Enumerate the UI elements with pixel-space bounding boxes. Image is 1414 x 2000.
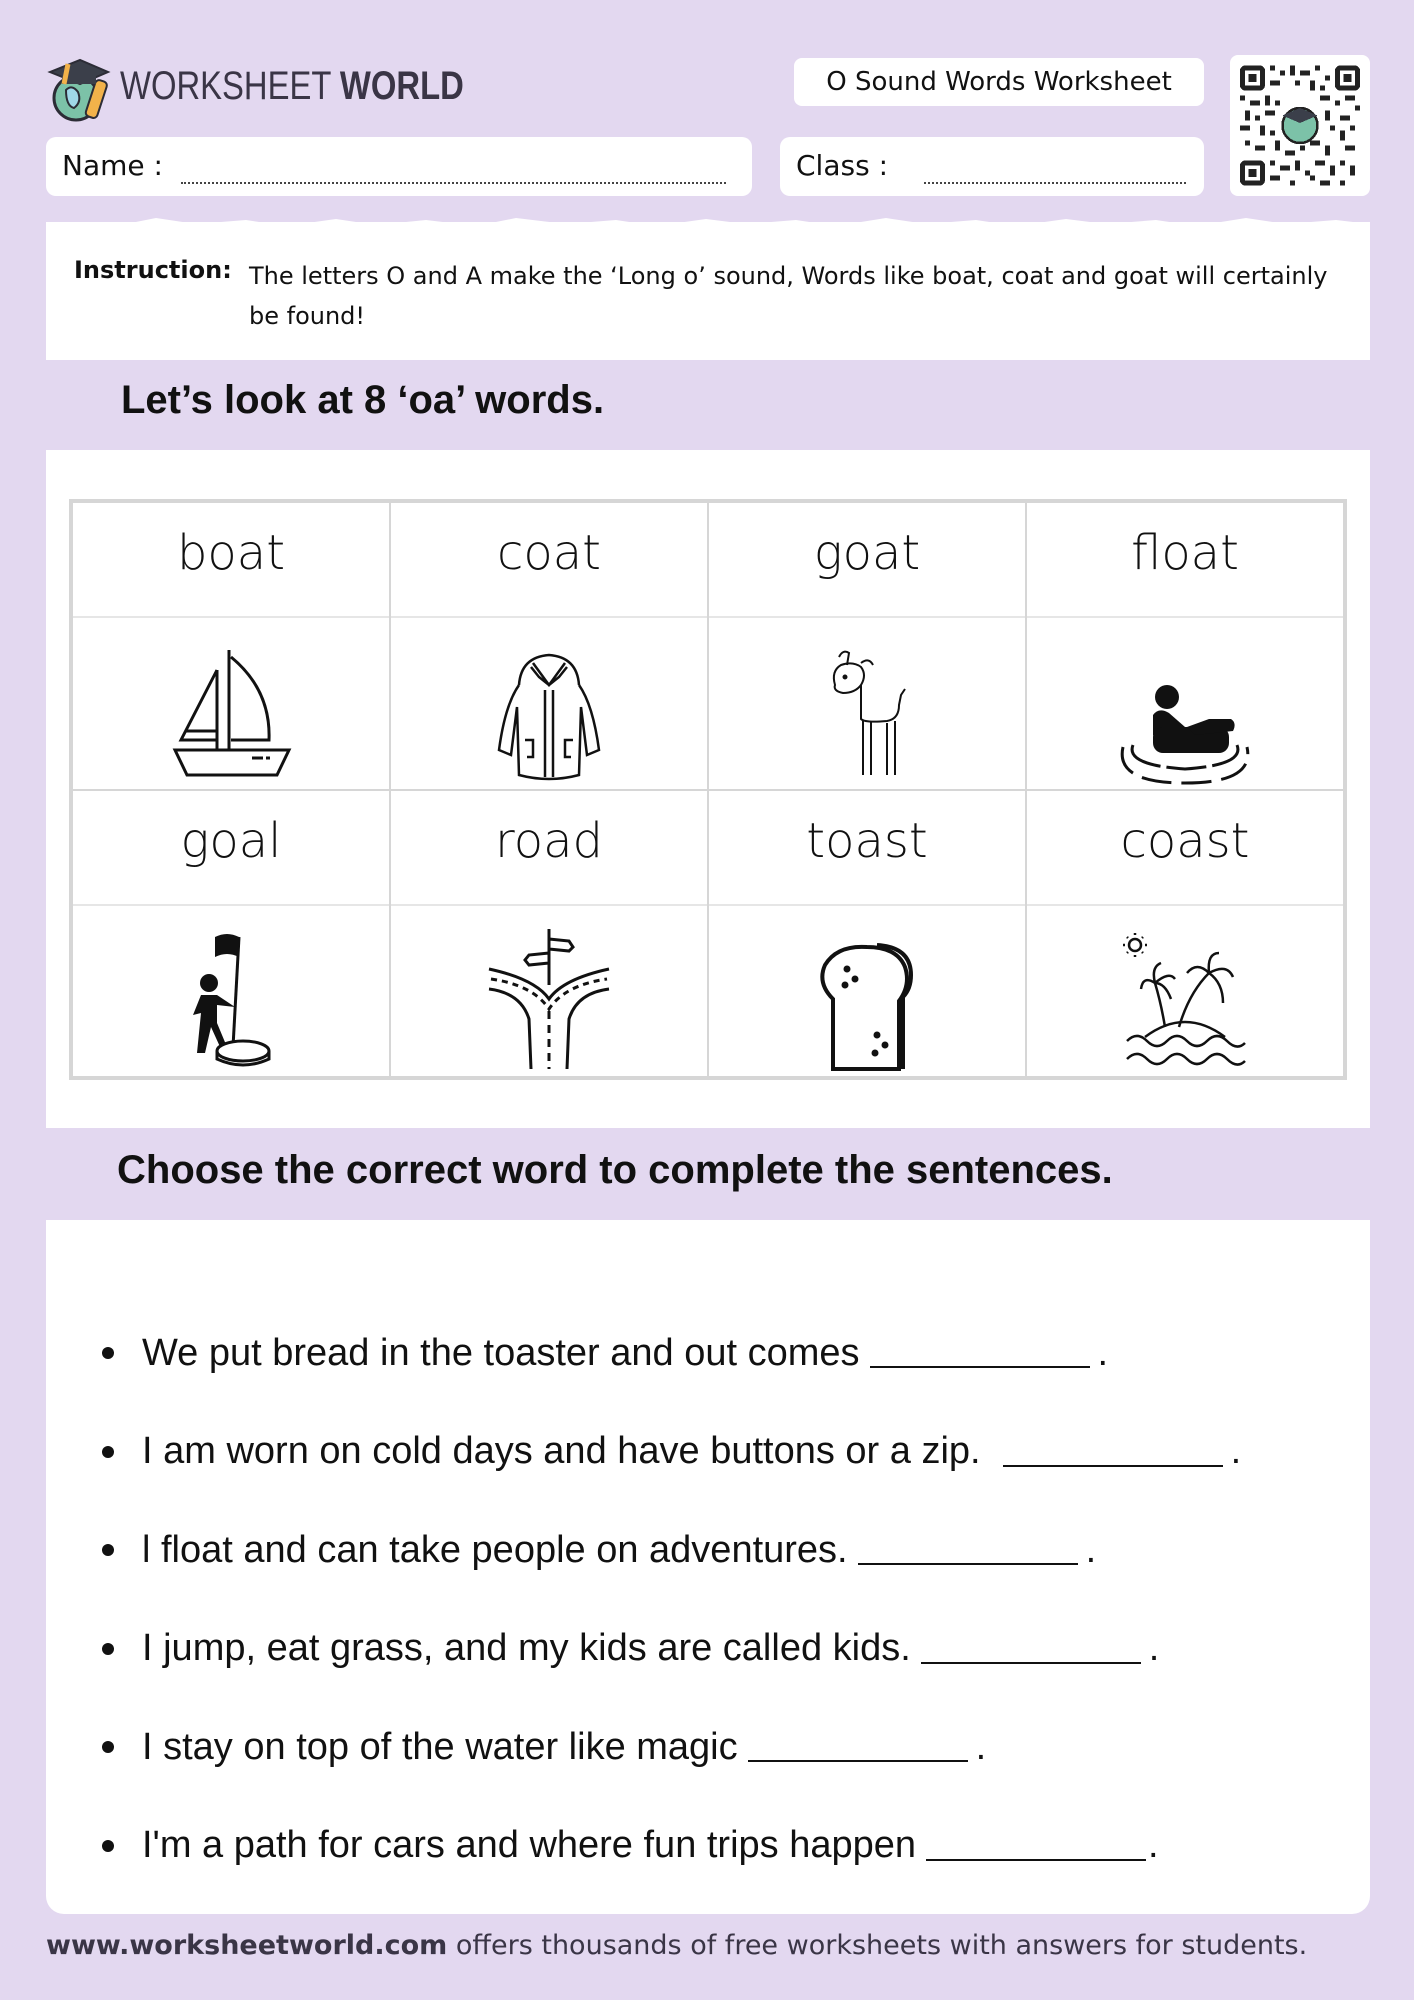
bullet-icon [102,1347,114,1359]
coat-icon [469,635,629,785]
word-grid [69,499,1347,1080]
word-label: toast [806,812,928,869]
word-card-float [1026,502,1344,790]
brand-name-bold: WORLD [339,63,464,108]
card-divider [73,904,389,906]
sentence-text: l float and can take people on adventures. [142,1528,848,1571]
sentence-end: . [1085,1528,1097,1571]
sentence-end: . [1148,1824,1159,1867]
footer [46,1930,1307,1961]
answer-blank[interactable] [1003,1437,1223,1467]
word-label: float [1131,525,1239,581]
goat-icon [787,635,947,785]
sentence-item [102,1501,1241,1600]
section-heading-sentences: Choose the correct word to complete the sentences. [117,1148,1113,1192]
toast-bread-icon [787,923,947,1073]
instruction-panel [46,222,1370,360]
answer-blank[interactable] [926,1831,1146,1861]
sentence-end: . [1148,1627,1160,1670]
word-card-goat [708,502,1026,790]
word-card-goal [72,790,390,1078]
sentence-text: I'm a path for cars and where fun trips happen [142,1824,917,1867]
bullet-icon [102,1840,114,1852]
word-card-coat [390,502,708,790]
answer-blank[interactable] [858,1535,1078,1565]
sentence-item [102,1304,1241,1403]
bullet-icon [102,1446,114,1458]
sentence-end: . [1097,1331,1109,1374]
sentences-panel [46,1220,1370,1914]
word-label: boat [176,525,286,581]
answer-blank[interactable] [870,1338,1090,1368]
card-divider [73,616,389,618]
qr-code [1230,55,1370,196]
sentence-text: I jump, eat grass, and my kids are called kids. [142,1627,911,1670]
answer-blank[interactable] [748,1732,968,1762]
card-divider [709,616,1025,618]
qr-code-icon [1240,65,1360,186]
palm-island-icon [1105,923,1265,1073]
bullet-icon [102,1643,114,1655]
word-card-boat [72,502,390,790]
card-divider [1027,616,1343,618]
sentence-text: I am worn on cold days and have buttons or a zip. [142,1430,981,1473]
goal-flag-icon [151,923,311,1073]
float-tube-icon [1105,635,1265,785]
name-field[interactable] [46,137,752,196]
bullet-icon [102,1741,114,1753]
sentence-end: . [1230,1430,1242,1473]
class-label: Class : [796,149,888,182]
instruction-text: The letters O and A make the ‘Long o’ sound, Words like boat, coat and goat will certainly be found! [249,262,1328,330]
name-input-line[interactable] [181,182,726,184]
sentence-item [102,1698,1241,1797]
card-divider [391,616,707,618]
card-divider [391,904,707,906]
sentence-item [102,1797,1241,1896]
word-label: goat [813,525,921,581]
word-label: coast [1120,812,1250,869]
name-label: Name : [62,149,163,182]
instruction-label: Instruction: [74,256,232,284]
word-card-toast [708,790,1026,1078]
sentence-list [102,1304,1241,1895]
card-divider [709,904,1025,906]
class-field[interactable] [780,137,1204,196]
word-label: goal [180,812,282,869]
card-divider [1027,904,1343,906]
sentence-end: . [975,1725,987,1768]
word-card-road [390,790,708,1078]
class-input-line[interactable] [924,182,1186,184]
sailboat-icon [151,635,311,785]
footer-text: offers thousands of free worksheets with answers for students. [447,1930,1308,1961]
sentence-text: We put bread in the toaster and out comes [142,1331,860,1374]
sentence-item [102,1403,1241,1502]
section-heading-words: Let’s look at 8 ‘oa’ words. [121,378,605,422]
sentence-item [102,1600,1241,1699]
word-card-coast [1026,790,1344,1078]
answer-blank[interactable] [921,1634,1141,1664]
brand-logo [46,46,539,126]
worksheet-title: O Sound Words Worksheet [794,58,1204,106]
sentence-text: I stay on top of the water like magic [142,1725,738,1768]
bullet-icon [102,1544,114,1556]
footer-link[interactable]: www.worksheetworld.com [46,1930,448,1961]
road-signpost-icon [469,923,629,1073]
worksheet-world-mascot-icon [46,50,112,122]
brand-name-light: WORKSHEET [120,63,331,108]
brand-name [120,64,464,109]
word-label: road [495,812,603,869]
word-label: coat [497,525,601,581]
word-grid-panel [46,450,1370,1128]
